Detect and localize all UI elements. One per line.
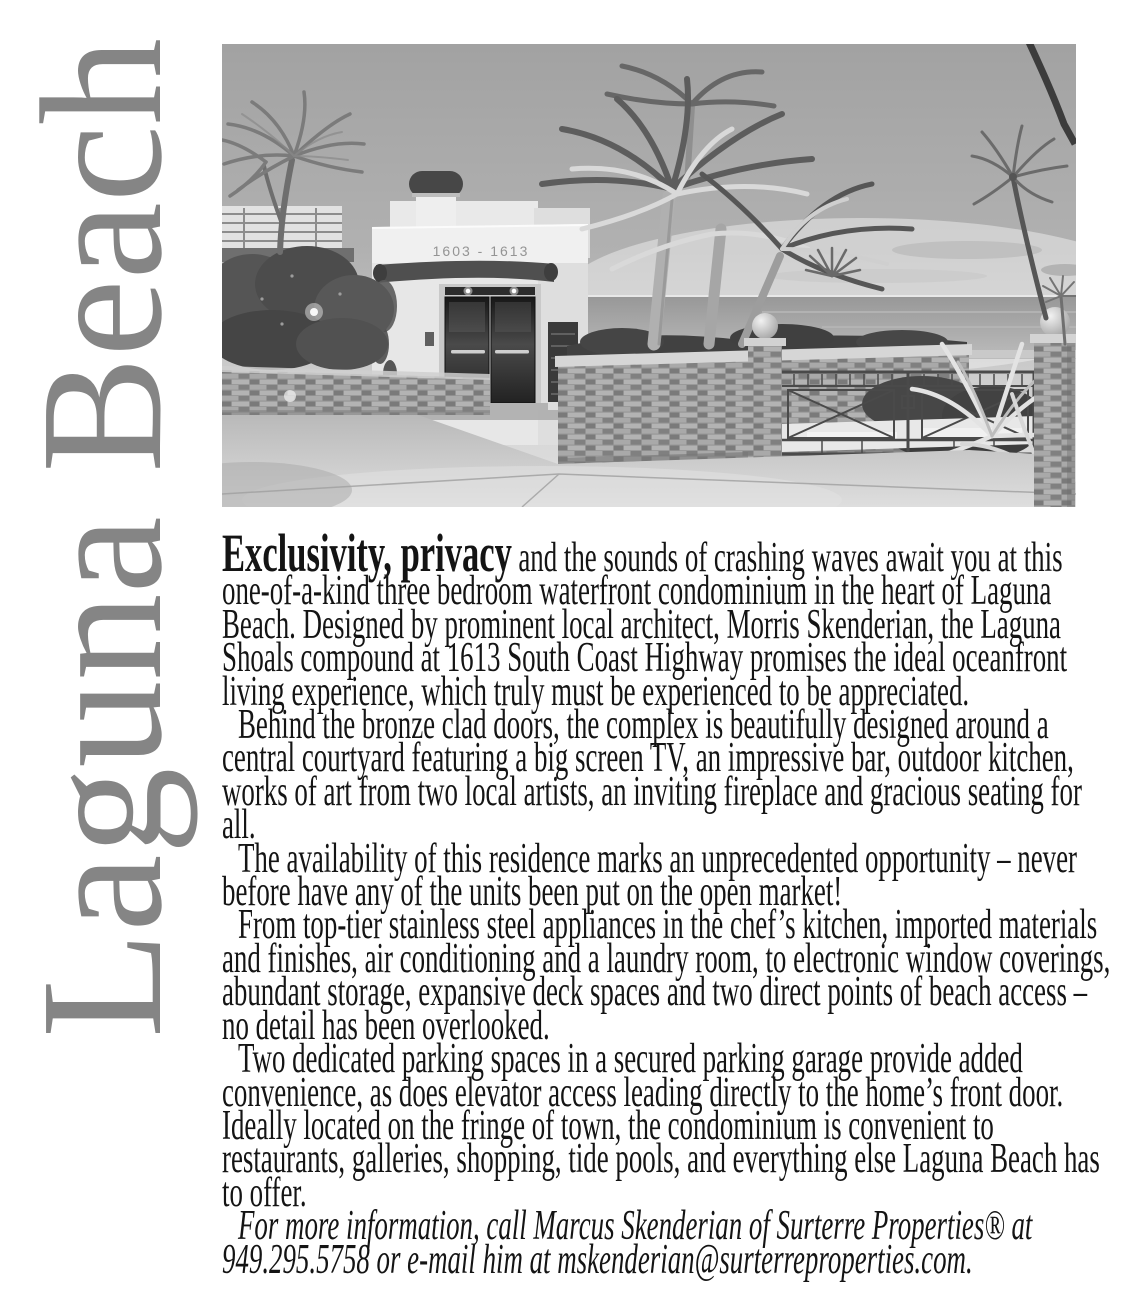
lead-paragraph <box>222 523 1113 715</box>
body-paragraph: The availability of this residence marks an unprecedented opportunity – never before have any of the units been put on the open market! <box>222 835 1077 916</box>
contact-paragraph: For more information, call Marcus Skenderian of Surterre Properties® at 949.295.5758 or e-mail him at mskenderian@surterreproperties.com. <box>222 1203 1033 1283</box>
vertical-page-title: Laguna Beach <box>5 38 198 1038</box>
body-paragraph: Behind the bronze clad doors, the complex is beautifully designed around a central courtyard featuring a big screen TV, an impressive bar, outdoor kitchen, works of art from two local artists, an inviting fireplace and gracious seating for all. <box>222 702 1082 849</box>
gate-right-pillar <box>1030 307 1076 507</box>
property-photo <box>222 44 1076 507</box>
door-handle <box>451 350 485 354</box>
intercom-keypad <box>425 332 434 346</box>
article-text <box>222 523 1113 1283</box>
headline: Exclusivity, privacy <box>222 523 512 583</box>
body-paragraph: Two dedicated parking spaces in a secured parking garage provide added convenience, as does elevator access leading directly to the home’s front door. Ideally located on the fringe of town, the condominium is convenient to restaurants, galleries, shopping, tide pools, and everything else Laguna Beach has to offer. <box>222 1036 1100 1216</box>
door-handle <box>495 350 529 354</box>
left-stone-wall <box>222 366 490 415</box>
address-sign-text: 1603 - 1613 <box>432 243 530 259</box>
body-paragraph: From top-tier stainless steel appliances in the chef’s kitchen, imported materials and finishes, air conditioning and a laundry room, to electronic window coverings, abundant storage, expansive deck spaces and two direct points of beach access – no detail has been overlooked. <box>222 902 1111 1049</box>
wall-light <box>284 390 296 402</box>
garden-light <box>310 308 318 316</box>
lead-paragraph-text: and the sounds of crashing waves await you at this one-of-a-kind three bedroom waterfront condominium in the heart of Laguna Beach. Designed by prominent local architect, Morris Skenderian, the Laguna Shoals compound at 1613 South Coast Highway promises the ideal oceanfront living experience, which truly must be experienced to be appreciated. <box>222 535 1068 715</box>
